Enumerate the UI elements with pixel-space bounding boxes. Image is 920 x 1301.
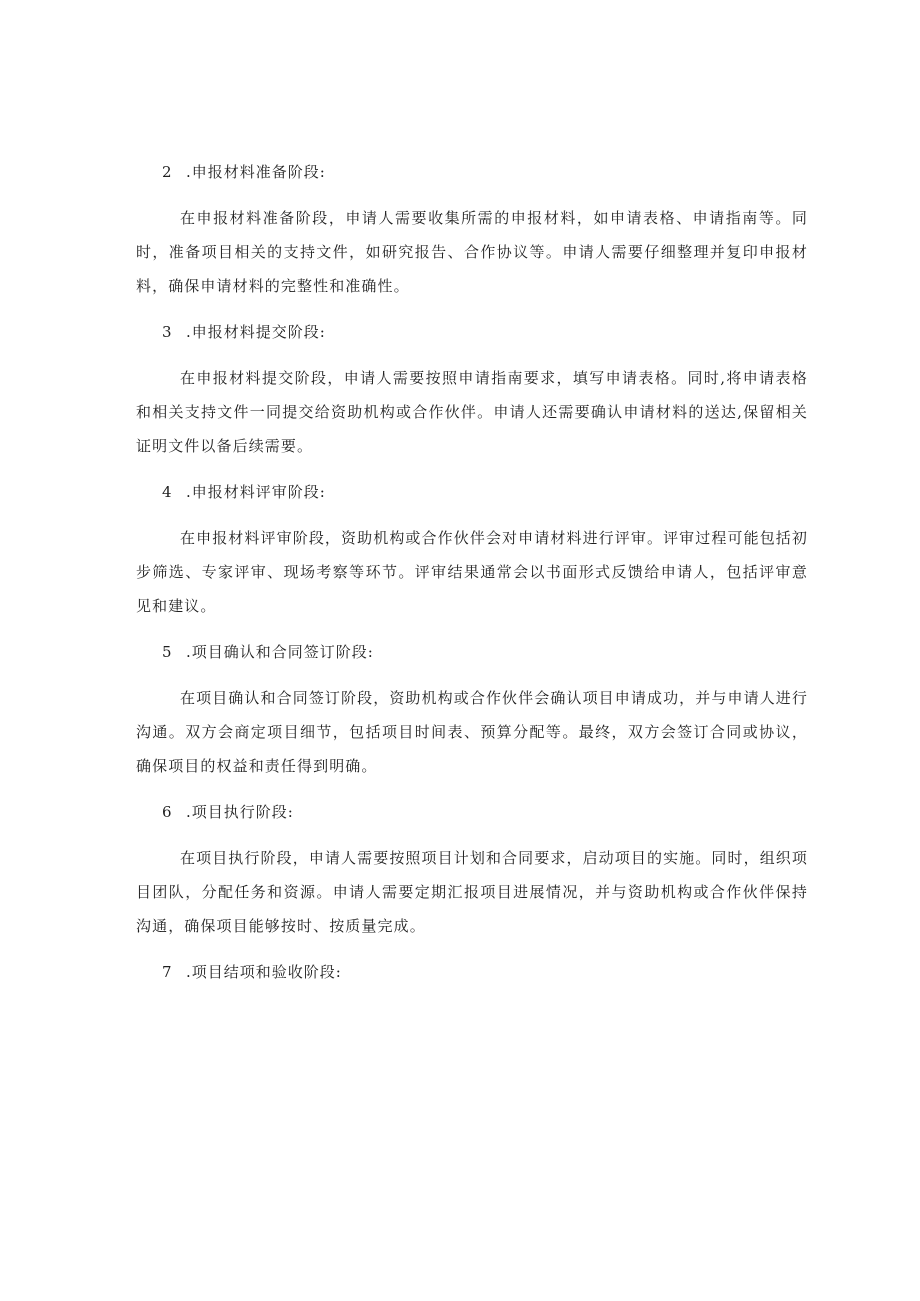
section-2 [136,155,808,303]
section-number: 4 [162,483,173,501]
section-paragraph: 在申报材料提交阶段，申请人需要按照申请指南要求，填写申请表格。同时,将申请表格和相关支持文件一同提交给资助机构或合作伙伴。申请人还需要确认申请材料的送达,保留相关证明文件以备后续需要。 [136,369,808,455]
section-paragraph: 在项目确认和合同签订阶段，资助机构或合作伙伴会确认项目申请成功，并与申请人进行沟通。双方会商定项目细节，包括项目时间表、预算分配等。最终，双方会签订合同或协议，确保项目的权益和责任得到明确。 [136,689,808,775]
section-title: .项目确认和合同签订阶段: [186,643,374,661]
section-paragraph: 在项目执行阶段，申请人需要按照项目计划和合同要求，启动项目的实施。同时，组织项目团队，分配任务和资源。申请人需要定期汇报项目进展情况，并与资助机构或合作伙伴保持沟通，确保项目能够按时、按质量完成。 [136,849,808,935]
section-title: .申报材料准备阶段: [186,163,326,181]
section-paragraph: 在申报材料准备阶段，申请人需要收集所需的申报材料，如申请表格、申请指南等。同时，准备项目相关的支持文件，如研究报告、合作协议等。申请人需要仔细整理并复印申报材料，确保申请材料的完整性和准确性。 [136,209,808,295]
section-title: .申报材料提交阶段: [186,323,326,341]
section-number: 3 [162,323,173,341]
section-number: 7 [162,963,173,981]
section-heading [162,315,808,349]
section-number: 6 [162,803,173,821]
section-heading [162,155,808,189]
document-content [136,155,808,989]
section-5 [136,635,808,783]
section-heading [162,955,808,989]
section-title: .项目执行阶段: [186,803,294,821]
section-4 [136,475,808,623]
section-title: .项目结项和验收阶段: [186,963,342,981]
section-6 [136,795,808,943]
section-3 [136,315,808,463]
section-heading [162,475,808,509]
section-number: 2 [162,163,173,181]
section-title: .申报材料评审阶段: [186,483,326,501]
section-number: 5 [162,643,173,661]
section-heading [162,795,808,829]
section-paragraph: 在申报材料评审阶段，资助机构或合作伙伴会对申请材料进行评审。评审过程可能包括初步筛选、专家评审、现场考察等环节。评审结果通常会以书面形式反馈给申请人，包括评审意见和建议。 [136,529,808,615]
section-7 [136,955,808,989]
section-heading [162,635,808,669]
